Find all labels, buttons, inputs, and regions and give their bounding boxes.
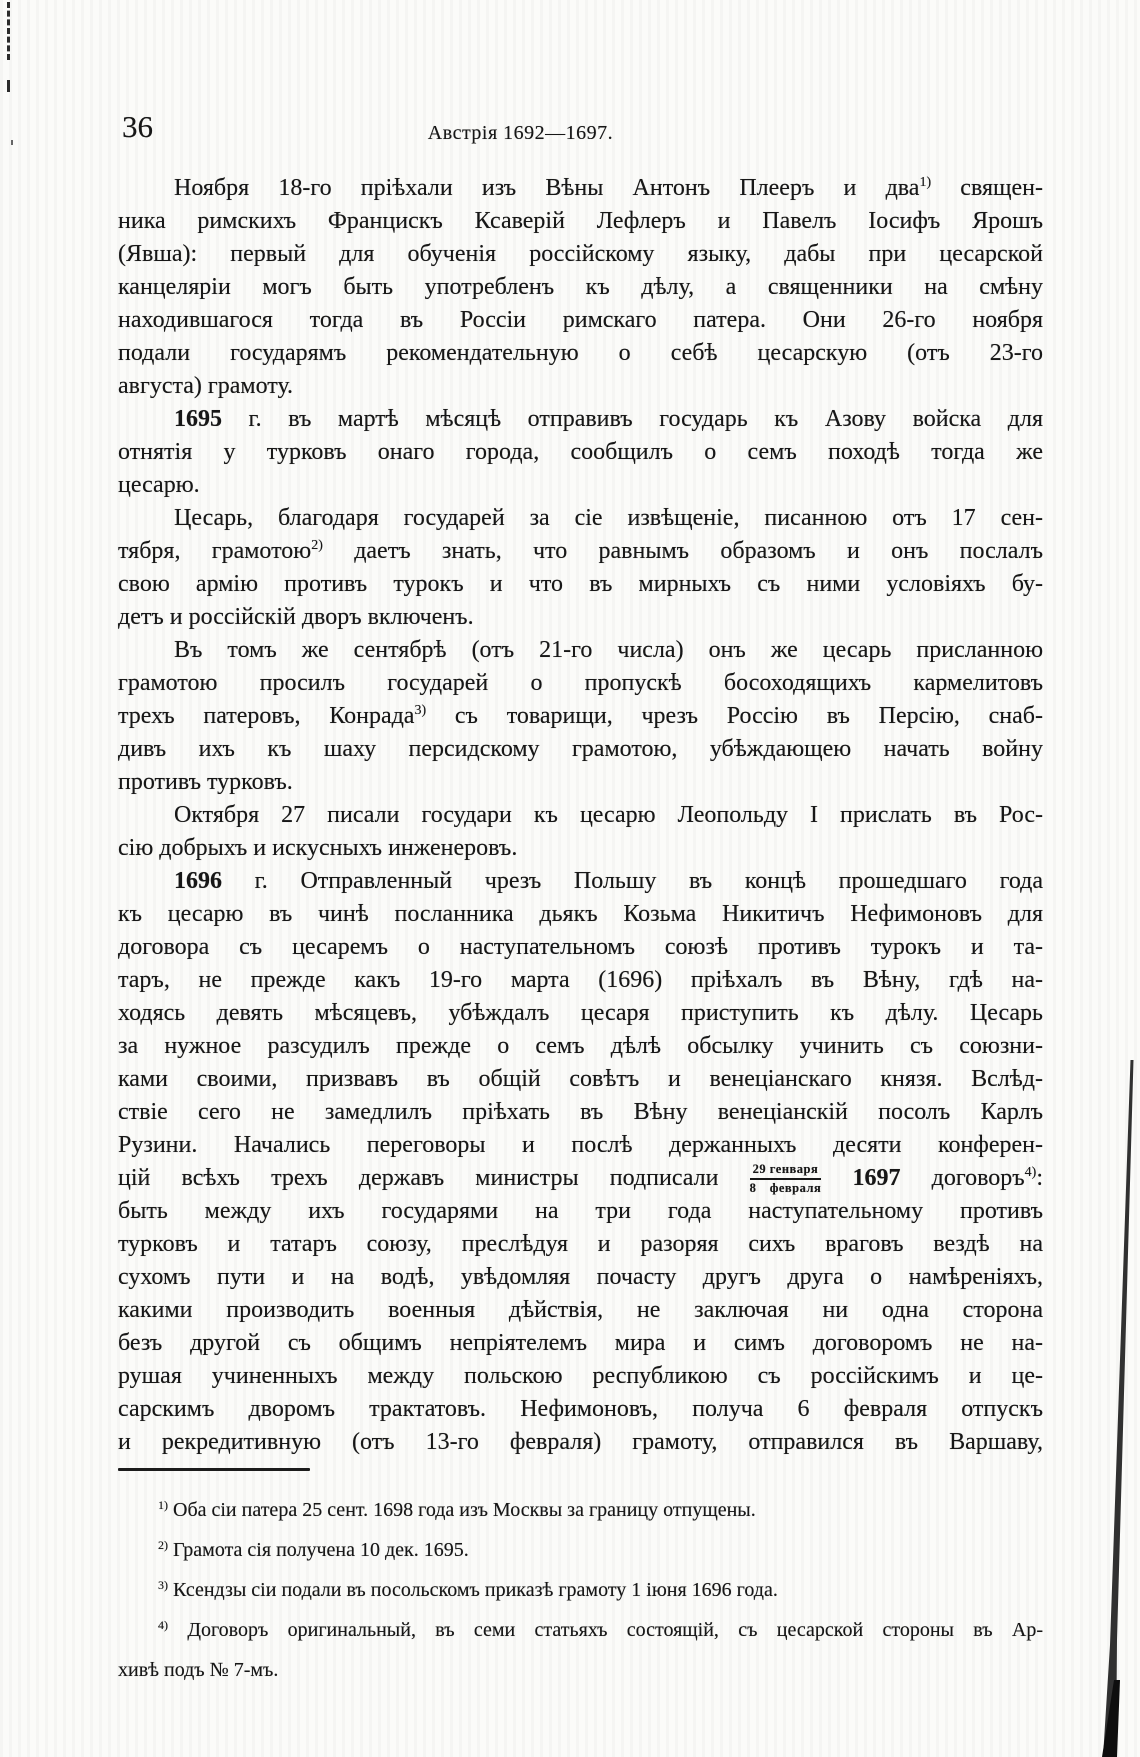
date-fraction-numerator: 29 генваря: [750, 1163, 822, 1180]
text-line: хивѣ подъ № 7-мъ.: [118, 1659, 279, 1681]
bold-year: 1697: [852, 1165, 901, 1191]
footnote-reference: 2): [311, 538, 323, 553]
text-line: $^{2)}$ Грамота сія получена 10 дек. 1695.: [158, 1538, 469, 1561]
footnote-reference: 1): [158, 1498, 168, 1512]
text-line: трехъ патеровъ, Конрада$^{3)}$ съ товарищи, чрезъ Россію въ Персію, снаб-: [118, 703, 1043, 729]
text-line: Октября 27 писали государи къ цесарю Леопольду I прислать въ Рос-: [174, 802, 1043, 828]
text-line: договора съ цесаремъ о наступательномъ союзѣ противъ турокъ и та-: [118, 934, 1043, 960]
body-text: [118, 172, 1043, 1459]
text-line: сухомъ пути и на водѣ, увѣдомляя почасту другъ друга о намѣреніяхъ,: [118, 1264, 1043, 1290]
text-line: свою армію противъ турокъ и что въ мирныхъ съ ними условіяхъ бу-: [118, 571, 1043, 597]
text-line: рушая учиненныхъ между польскою республикою съ россійскимъ и це-: [118, 1363, 1043, 1389]
text-line: цій всѣхъ трехъ державъ министры подписали $\frac{\text{29 генваря}}{\text{8 февраля}}$ 1697 договоръ$^{4)}$:: [118, 1162, 1043, 1196]
date-fraction-denominator: 8 февраля: [749, 1181, 822, 1196]
running-header: Австрія 1692—1697.: [427, 122, 614, 144]
footnote-reference: 2): [158, 1538, 168, 1552]
text-line: 1695 г. въ мартѣ мѣсяцѣ отправивъ государь къ Азову войска для: [174, 406, 1043, 432]
text-line: турковъ и татаръ союзу, преслѣдуя и разоряя сихъ враговъ вездѣ на: [118, 1231, 1043, 1257]
text-line: таръ, не прежде какъ 19-го марта (1696) пріѣхалъ въ Вѣну, гдѣ на-: [118, 967, 1043, 993]
footnote-reference: 1): [919, 175, 932, 190]
text-line: Въ томъ же сентябрѣ (отъ 21-го числа) онъ же цесарь присланною: [174, 637, 1043, 663]
text-line: (Явша): первый для обученія россійскому языку, дабы при цесарской: [118, 241, 1043, 267]
text-line: Ноября 18-го пріѣхали изъ Вѣны Антонъ Плееръ и два$^{1)}$ священ-: [174, 175, 1043, 201]
footnote-reference: 3): [158, 1578, 168, 1592]
text-line: цесарю.: [118, 472, 200, 498]
text-line: ходясь девять мѣсяцевъ, убѣждалъ цесаря приступить къ дѣлу. Цесарь: [118, 1000, 1043, 1026]
footnote-reference: 4): [158, 1618, 168, 1632]
text-line: дивъ ихъ къ шаху персидскому грамотою, убѣждающею начать войну: [118, 736, 1043, 762]
bold-year: 1696: [174, 868, 222, 894]
scan-artifact-speck: [11, 140, 13, 145]
text-line: быть между ихъ государями на три года наступательному противъ: [118, 1198, 1043, 1224]
text-line: тября, грамотою$^{2)}$ даетъ знать, что равнымъ образомъ и онъ послалъ: [118, 538, 1043, 564]
text-line: безъ другой съ общимъ непріятелемъ мира и симъ договоромъ не на-: [118, 1330, 1043, 1356]
text-line: сію добрыхъ и искусныхъ инженеровъ.: [118, 835, 518, 861]
text-line: отнятія у турковъ онаго города, сообщилъ о семъ походѣ тогда же: [118, 439, 1043, 465]
text-line: грамотою просилъ государей о пропускѣ босоходящихъ кармелитовъ: [118, 670, 1043, 696]
text-line: $^{4)}$ Договоръ оригинальный, въ семи статьяхъ состоящій, съ цесарской стороны въ Ар-: [158, 1618, 1043, 1641]
scan-artifact-dot: [7, 80, 10, 92]
text-line: къ цесарю въ чинѣ посланника дьякъ Козьма Никитичъ Нефимоновъ для: [118, 901, 1043, 927]
bold-year: 1695: [174, 406, 222, 432]
page-number: 36: [122, 109, 153, 144]
text-line: ника римскихъ Францискъ Ксаверій Лефлеръ и Павелъ Іосифъ Ярошъ: [118, 208, 1043, 234]
text-line: ствіе сего не замедлилъ пріѣхать въ Вѣну венеціанскій посолъ Карлъ: [118, 1099, 1043, 1125]
footnotes-block: [118, 1490, 1043, 1690]
text-line: ками своими, призвавъ въ общій совѣтъ и венеціанскаго князя. Вслѣд-: [118, 1066, 1043, 1092]
text-line: сарскимъ дворомъ трактатовъ. Нефимоновъ, получа 6 февраля отпускъ: [118, 1396, 1043, 1422]
text-line: канцеляріи могъ быть употребленъ къ дѣлу, а священники на смѣну: [118, 274, 1043, 300]
footnote-reference: 4): [1024, 1165, 1037, 1180]
text-line: за нужное разсудилъ прежде о семъ дѣлѣ обсылку учинить съ союзни-: [118, 1033, 1043, 1059]
text-line: какими производить военныя дѣйствія, не заключая ни одна сторона: [118, 1297, 1043, 1323]
text-line: и рекредитивную (отъ 13-го февраля) грамоту, отправился въ Варшаву,: [118, 1429, 1043, 1455]
text-line: августа) грамоту.: [118, 373, 294, 399]
footnote-reference: 3): [414, 703, 427, 718]
date-fraction: [750, 1163, 822, 1195]
text-line: $^{3)}$ Ксендзы сіи подали въ посольскомъ приказѣ грамоту 1 іюня 1696 года.: [158, 1578, 778, 1601]
text-line: противъ турковъ.: [118, 769, 293, 795]
text-line: 1696 г. Отправленный чрезъ Польшу въ концѣ прошедшаго года: [174, 868, 1043, 894]
scan-artifact-dashed-line: [7, 2, 10, 60]
text-line: $^{1)}$ Оба сіи патера 25 сент. 1698 года изъ Москвы за границу отпущены.: [158, 1498, 756, 1521]
footnote-separator-rule: [118, 1468, 310, 1471]
text-line: детъ и россійскій дворъ включенъ.: [118, 604, 474, 630]
text-line: подали государямъ рекомендательную о себѣ цесарскую (отъ 23-го: [118, 340, 1043, 366]
text-line: Цесарь, благодаря государей за сіе извѣщеніе, писанною отъ 17 сен-: [174, 505, 1043, 531]
text-line: находившагося тогда въ Россіи римскаго патера. Они 26-го ноября: [118, 307, 1043, 333]
text-line: Рузини. Начались переговоры и послѣ держанныхъ десяти конферен-: [118, 1132, 1043, 1158]
